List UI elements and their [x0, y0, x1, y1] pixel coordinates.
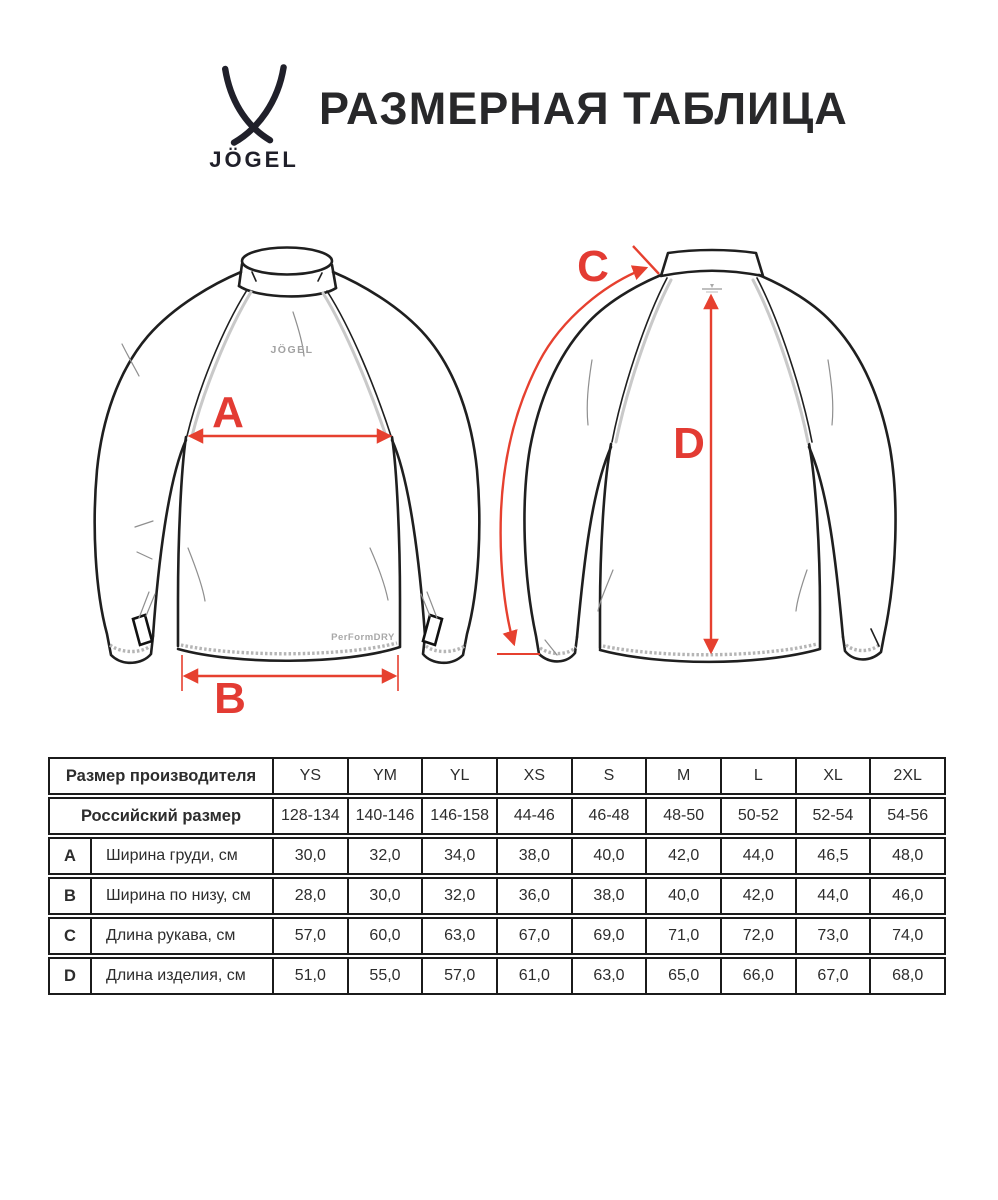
table-row	[48, 957, 946, 995]
dimension-value: 46,0	[869, 879, 944, 913]
dimension-value: 32,0	[421, 879, 496, 913]
size-table	[48, 757, 946, 997]
dimension-value: 61,0	[496, 959, 571, 993]
size-column-header: YS	[272, 759, 347, 793]
dimension-value: 30,0	[347, 879, 422, 913]
dimension-value: 72,0	[720, 919, 795, 953]
dimension-value: 74,0	[869, 919, 944, 953]
table-row	[48, 917, 946, 955]
dimension-value: 51,0	[272, 959, 347, 993]
russian-size-value: 46-48	[571, 799, 646, 833]
size-column-header: L	[720, 759, 795, 793]
table-row	[48, 797, 946, 835]
russian-size-value: 50-52	[720, 799, 795, 833]
page-title: РАЗМЕРНАЯ ТАБЛИЦА	[319, 83, 848, 134]
dimension-value: 60,0	[347, 919, 422, 953]
size-column-header: YM	[347, 759, 422, 793]
russian-size-value: 146-158	[421, 799, 496, 833]
dimension-value: 34,0	[421, 839, 496, 873]
size-column-header: 2XL	[869, 759, 944, 793]
dimension-value: 67,0	[496, 919, 571, 953]
dimension-value: 40,0	[571, 839, 646, 873]
russian-size-header: Российский размер	[80, 806, 242, 825]
dimension-value: 66,0	[720, 959, 795, 993]
dimension-label: Длина изделия, см	[90, 959, 272, 993]
dimension-value: 38,0	[496, 839, 571, 873]
russian-size-value: 140-146	[347, 799, 422, 833]
dimension-value: 38,0	[571, 879, 646, 913]
dimension-value: 55,0	[347, 959, 422, 993]
size-column-header: YL	[421, 759, 496, 793]
brand-logo	[198, 64, 310, 173]
dimension-letter: C	[64, 926, 76, 945]
dimension-letter: D	[64, 966, 76, 985]
dimension-value: 73,0	[795, 919, 870, 953]
size-column-header: XS	[496, 759, 571, 793]
dimension-value: 42,0	[720, 879, 795, 913]
russian-size-value: 52-54	[795, 799, 870, 833]
dimension-value: 46,5	[795, 839, 870, 873]
front-hem-fabric-text: PerFormDRY	[331, 632, 395, 643]
brand-logo-text: JÖGEL	[209, 147, 299, 172]
dimension-value: 57,0	[272, 919, 347, 953]
table-row	[48, 877, 946, 915]
dimension-value: 69,0	[571, 919, 646, 953]
dimension-value: 68,0	[869, 959, 944, 993]
dimension-label: Ширина груди, см	[90, 839, 272, 873]
dimension-value: 63,0	[571, 959, 646, 993]
dimension-value: 63,0	[421, 919, 496, 953]
shirt-front-view	[95, 248, 480, 724]
dimension-value: 44,0	[720, 839, 795, 873]
care-tag	[702, 284, 722, 292]
brand-emblem-icon	[214, 64, 294, 146]
dimension-value: 65,0	[645, 959, 720, 993]
size-column-header: M	[645, 759, 720, 793]
dimension-value: 30,0	[272, 839, 347, 873]
size-column-header: XL	[795, 759, 870, 793]
dimension-value: 44,0	[795, 879, 870, 913]
dimension-value: 28,0	[272, 879, 347, 913]
dimension-label: Длина рукава, см	[90, 919, 272, 953]
shirt-back-view	[497, 242, 896, 662]
label-a: A	[212, 388, 244, 437]
dimension-value: 67,0	[795, 959, 870, 993]
dimension-letter: A	[64, 846, 76, 865]
garment-diagram	[0, 200, 998, 745]
size-column-header: S	[571, 759, 646, 793]
front-chest-logo-text: JÖGEL	[270, 344, 314, 356]
dimension-value: 40,0	[645, 879, 720, 913]
table-row	[48, 757, 946, 795]
thumb-strap-right	[423, 615, 442, 645]
dimension-value: 57,0	[421, 959, 496, 993]
russian-size-value: 44-46	[496, 799, 571, 833]
dimension-value: 71,0	[645, 919, 720, 953]
label-c: C	[577, 242, 609, 291]
russian-size-value: 48-50	[645, 799, 720, 833]
label-b: B	[214, 674, 246, 723]
dimension-label: Ширина по низу, см	[90, 879, 272, 913]
label-d: D	[673, 419, 705, 468]
russian-size-value: 128-134	[272, 799, 347, 833]
thumb-strap-left	[133, 615, 152, 645]
table-row	[48, 837, 946, 875]
dimension-letter: B	[64, 886, 76, 905]
manufacturer-size-header: Размер производителя	[65, 766, 257, 785]
dimension-value: 36,0	[496, 879, 571, 913]
russian-size-value: 54-56	[869, 799, 944, 833]
dimension-value: 32,0	[347, 839, 422, 873]
dimension-value: 48,0	[869, 839, 944, 873]
arrow-c-sleeve-length	[501, 268, 646, 644]
dimension-value: 42,0	[645, 839, 720, 873]
